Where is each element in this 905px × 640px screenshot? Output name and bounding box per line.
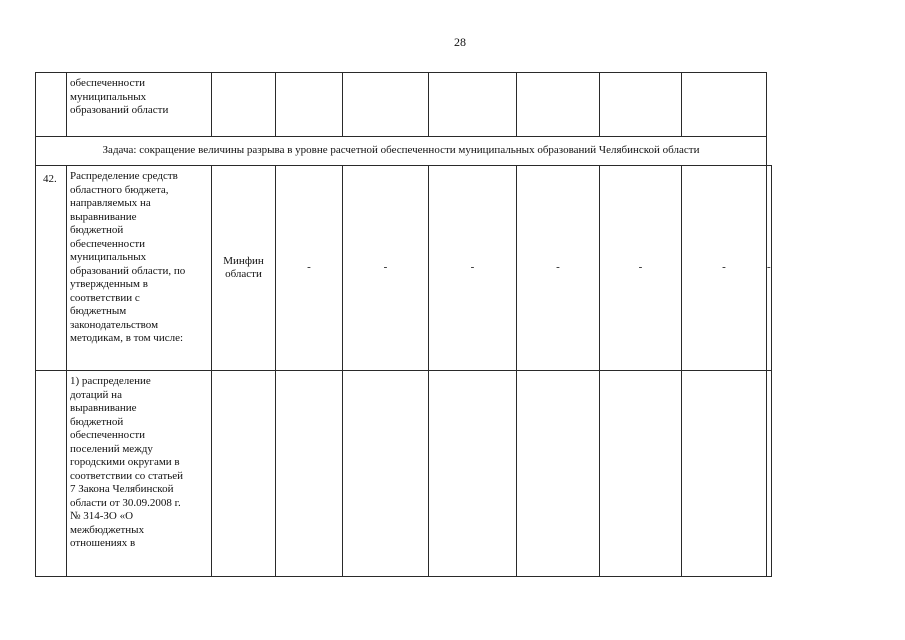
value-cell: - <box>767 166 772 371</box>
table-row-42-1 <box>36 371 772 577</box>
value-cell <box>600 371 682 577</box>
value-cell: - <box>517 166 600 371</box>
value-cell <box>517 73 600 137</box>
value-cell <box>343 73 429 137</box>
value-cell <box>682 73 767 137</box>
table-row-42 <box>36 166 772 371</box>
row-number: 42. <box>36 166 67 371</box>
value-cell: - <box>600 166 682 371</box>
value-cell: - <box>343 166 429 371</box>
task-row <box>36 137 772 166</box>
page-number: 28 <box>454 35 466 49</box>
activity-name: 1) распределение дотаций на выравнивание бюджетной обеспеченности поселений между городскими округами в соответствии со статьей 7 Закона Челябинской области от 30.09.2008 г. № 314-ЗО «О межбюджетных отношениях в <box>67 371 212 577</box>
activity-table <box>35 72 772 577</box>
row-number <box>36 73 67 137</box>
value-cell <box>276 371 343 577</box>
activity-name: обеспеченности муниципальных образований области <box>67 73 212 137</box>
value-cell <box>767 371 772 577</box>
value-cell: - <box>429 166 517 371</box>
value-cell: - <box>276 166 343 371</box>
task-heading: Задача: сокращение величины разрыва в уровне расчетной обеспеченности муниципальных образований Челябинской области <box>36 137 767 166</box>
executor-cell <box>212 73 276 137</box>
value-cell <box>343 371 429 577</box>
table-row-continued <box>36 73 772 137</box>
value-cell <box>429 73 517 137</box>
value-cell <box>276 73 343 137</box>
activity-name: Распределение средств областного бюджета, направляемых на выравнивание бюджетной обеспеченности муниципальных образований области, по утвержденным в соответствии с бюджетным законодательством методикам, в том числе: <box>67 166 212 371</box>
value-cell <box>429 371 517 577</box>
value-cell: - <box>682 166 767 371</box>
value-cell <box>600 73 682 137</box>
value-cell <box>517 371 600 577</box>
executor-cell <box>212 371 276 577</box>
executor-cell: Минфин области <box>212 166 276 371</box>
row-number <box>36 371 67 577</box>
value-cell <box>682 371 767 577</box>
